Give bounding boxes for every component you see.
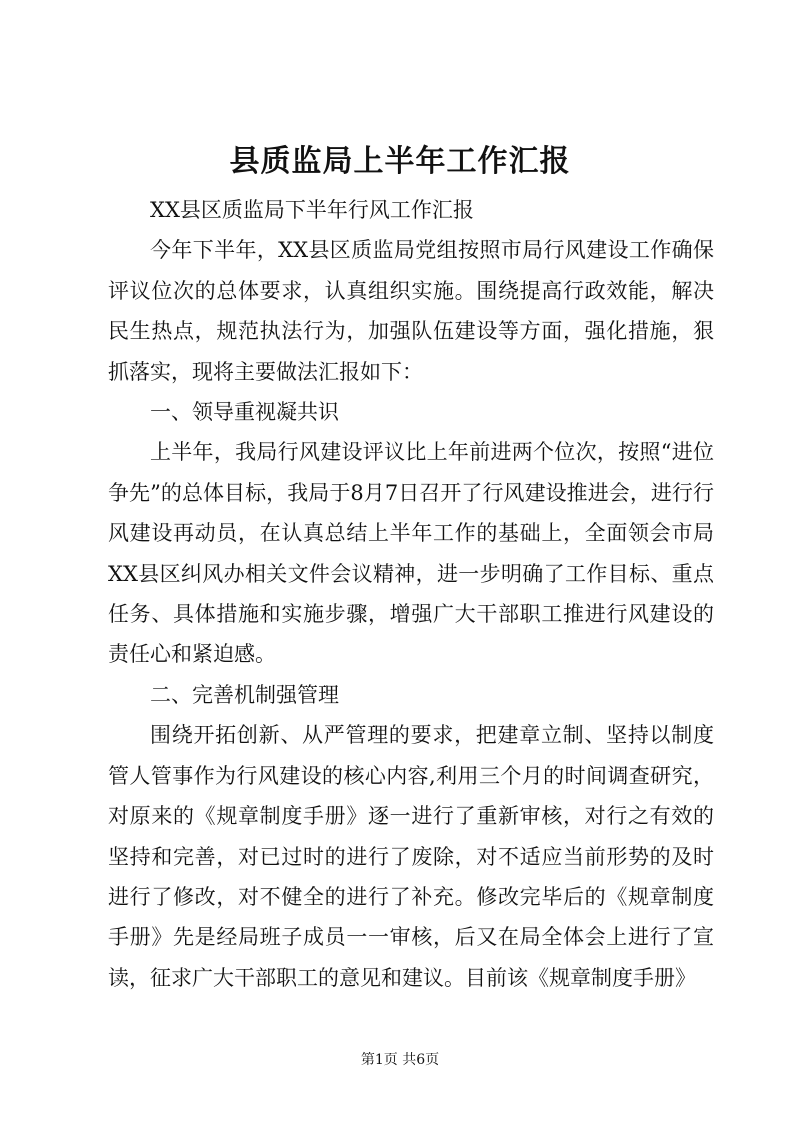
section-heading-2: 二、完善机制强管理 (150, 682, 339, 707)
page-indicator: 第1页 共6页 (360, 1052, 440, 1068)
paragraph-section-2: 围绕开拓创新、从严管理的要求，把建章立制、坚持以制度管人管事作为行风建设的核心内容,利用三个月的时间调查研究，对原来的《规章制度手册》逐一进行了重新审核，对行之有效的坚持和完善，对已过时的进行了废除，对不适应当前形势的及时进行了修改，对不健全的进行了补充。修改完毕后的《规章制度手册》先是经局班子成员一一审核，后又在局全体会上进行了宣读，征求广大干部职工的意见和建议。目前该《规章制度手册》 (108, 723, 714, 990)
section-heading-1: 一、领导重视凝共识 (150, 400, 339, 425)
document-body (108, 190, 714, 998)
paragraph-intro: 今年下半年，XX县区质监局党组按照市局行风建设工作确保评议位次的总体要求，认真组织实施。围绕提高行政效能，解决民生热点，规范执法行为，加强队伍建设等方面，强化措施，狠抓落实，现将主要做法汇报如下： (108, 238, 714, 384)
paragraph-section-1: 上半年，我局行风建设评议比上年前进两个位次，按照“进位争先”的总体目标，我局于8月7日召开了行风建设推进会，进行行风建设再动员，在认真总结上半年工作的基础上，全面领会市局XX县区纠风办相关文件会议精神，进一步明确了工作目标、重点任务、具体措施和实施步骤，增强广大干部职工推进行风建设的责任心和紧迫感。 (108, 440, 714, 667)
document-title: 县质监局上半年工作汇报 (229, 144, 571, 179)
paragraph-subtitle: XX县区质监局下半年行风工作汇报 (150, 198, 474, 222)
page-footer (0, 1050, 800, 1070)
